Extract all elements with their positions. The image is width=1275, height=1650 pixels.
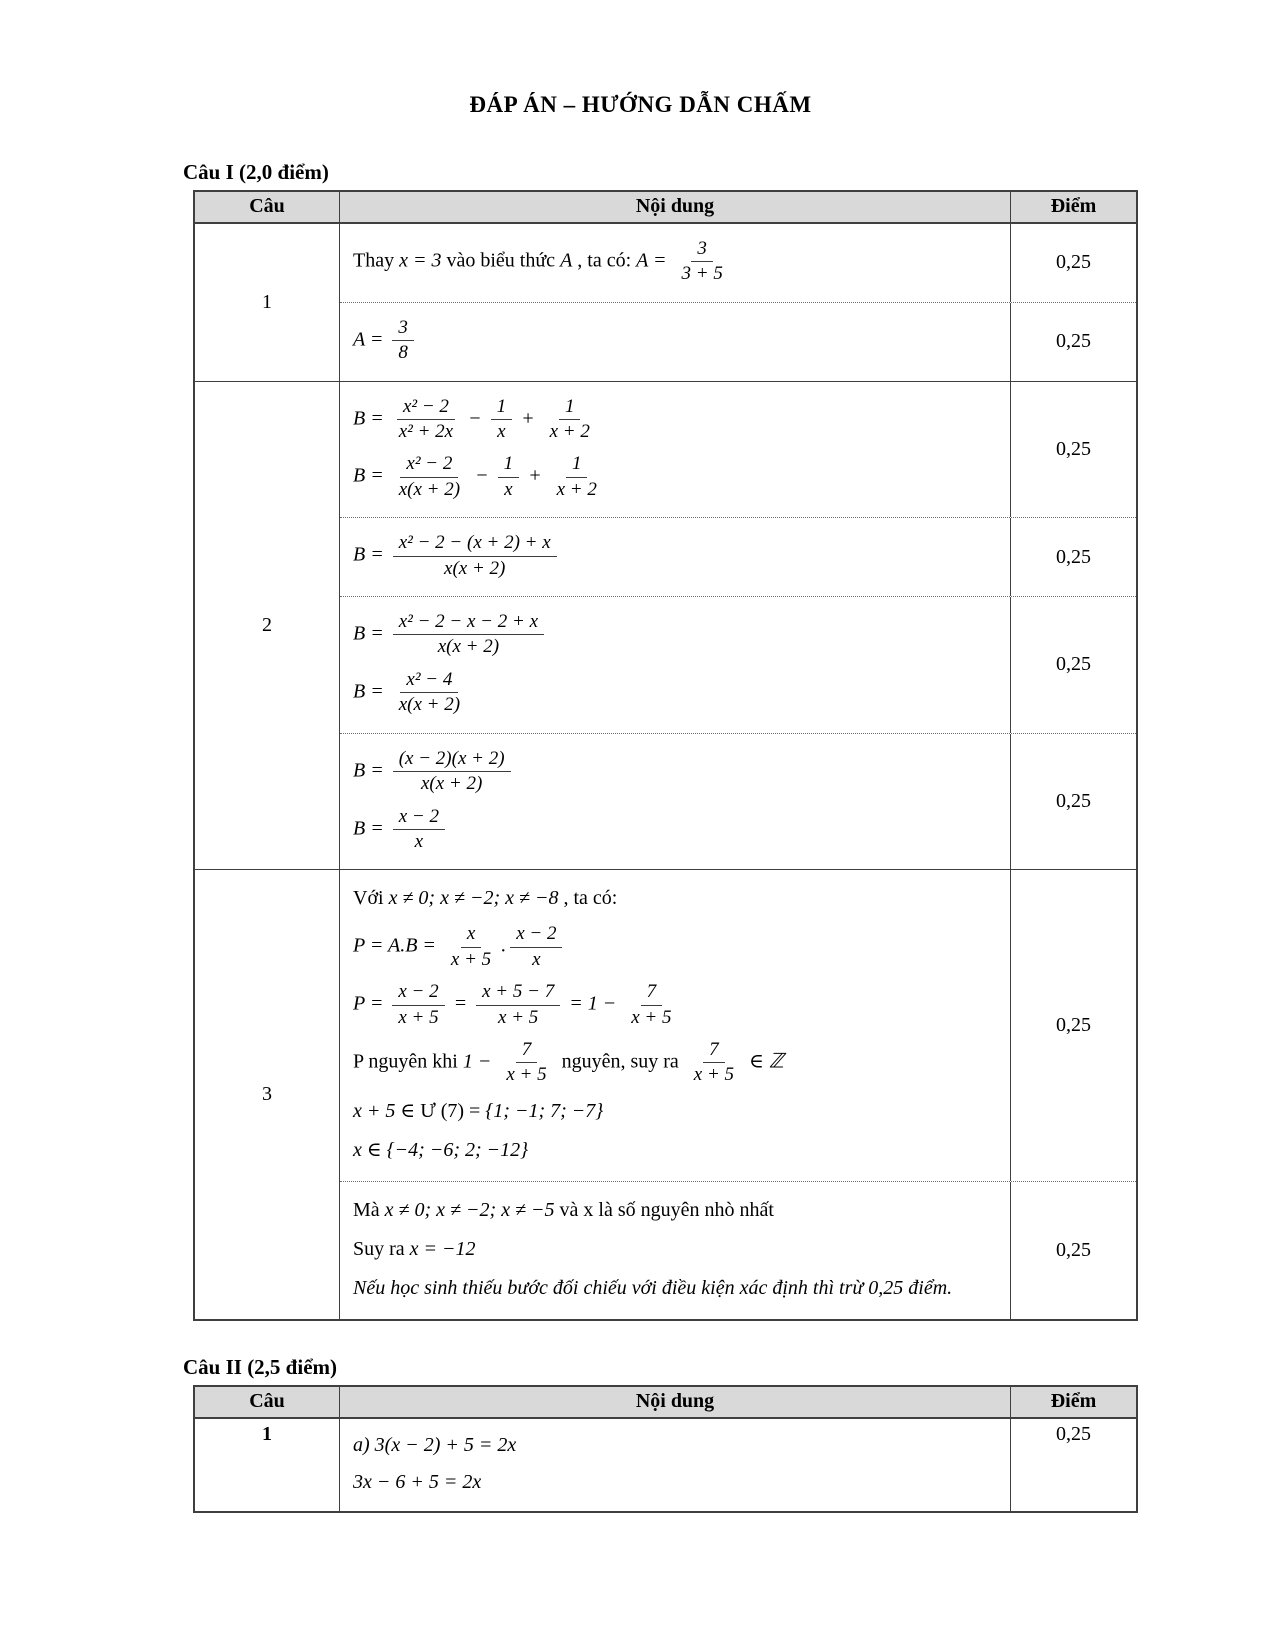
fraction	[500, 1039, 552, 1087]
section-cau-1	[183, 160, 1138, 1321]
fraction	[393, 453, 466, 501]
fraction	[445, 923, 497, 971]
content-line	[353, 1468, 1000, 1497]
score-cell: 0,25	[1010, 1182, 1136, 1319]
content-line	[353, 396, 1000, 444]
math-text: =	[448, 992, 473, 1015]
content-line	[353, 923, 1000, 971]
header-cau: Câu	[195, 192, 340, 222]
note-text: Nếu học sinh thiếu bước đối chiếu với điều kiện xác định thì trừ 0,25 điểm.	[353, 1276, 953, 1299]
fraction-denominator: x(x + 2)	[420, 773, 483, 795]
fraction-numerator: 7	[703, 1039, 725, 1063]
math-text: x ≠ 0; x ≠ −2; x ≠ −8	[388, 887, 559, 910]
score-cell: 0,25	[1010, 1419, 1136, 1511]
fraction-numerator: 1	[498, 453, 520, 477]
content-line	[353, 1136, 1000, 1165]
fraction	[491, 396, 513, 444]
answer-step-row	[340, 733, 1136, 870]
plain-text: Suy ra	[353, 1237, 410, 1260]
table-header-row	[195, 192, 1136, 224]
content-line	[353, 748, 1000, 796]
fraction	[393, 806, 445, 854]
subrows-container	[340, 382, 1136, 870]
math-text: .	[501, 934, 507, 957]
math-text: B =	[353, 543, 389, 566]
fraction	[392, 317, 414, 365]
step-content-cell	[340, 1419, 1010, 1511]
plain-text: Thay	[353, 249, 400, 272]
fraction-denominator: x + 5	[631, 1006, 672, 1028]
fraction-denominator: x	[497, 421, 506, 443]
step-content-cell	[340, 382, 1010, 518]
plain-text: và x là số nguyên nhò nhất	[554, 1198, 774, 1221]
fraction	[498, 453, 520, 501]
plain-text: Với	[353, 887, 389, 910]
table-row	[195, 869, 1136, 1318]
fraction-denominator: 8	[398, 342, 408, 364]
math-text: A	[560, 249, 573, 272]
fraction	[393, 669, 466, 717]
math-text: ∈ ℤ	[744, 1050, 784, 1073]
step-content-cell	[340, 224, 1010, 302]
fraction-numerator: x − 2	[393, 806, 445, 830]
answer-step-row	[340, 382, 1136, 518]
score-cell: 0,25	[1010, 224, 1136, 302]
plain-text: vào biểu thức	[441, 249, 561, 272]
plain-text: P nguyên khi	[353, 1050, 463, 1073]
page-title: ĐÁP ÁN – HƯỚNG DẪN CHẤM	[469, 92, 812, 117]
fraction-denominator: x + 5	[398, 1006, 439, 1028]
step-content-cell	[340, 518, 1010, 596]
content-line	[353, 238, 1000, 286]
content-line	[353, 317, 1000, 365]
score-cell: 0,25	[1010, 518, 1136, 596]
subrows-container	[340, 224, 1136, 381]
fraction	[393, 396, 459, 444]
content-line	[353, 1039, 1000, 1087]
section-cau-2	[183, 1355, 1138, 1513]
math-text: x + 5 ∈	[353, 1099, 421, 1122]
content-line	[353, 669, 1000, 717]
math-text: = 1 −	[564, 992, 622, 1015]
answer-step-row	[340, 596, 1136, 733]
question-number: 3	[195, 870, 340, 1318]
fraction-numerator: x² − 2	[400, 453, 458, 477]
math-text: +	[516, 407, 540, 430]
fraction-denominator: x	[414, 830, 424, 852]
math-text: 1 −	[462, 1050, 497, 1073]
table-header-row	[195, 1387, 1136, 1419]
math-text: −	[470, 464, 494, 487]
table-row	[195, 1419, 1136, 1511]
table-row	[195, 381, 1136, 870]
fraction-numerator: 1	[559, 396, 581, 420]
plain-text: nguyên, suy ra	[556, 1050, 684, 1073]
content-line	[353, 806, 1000, 854]
fraction-denominator: x + 2	[549, 421, 590, 443]
fraction	[544, 396, 596, 444]
fraction-denominator: x + 5	[506, 1064, 547, 1086]
fraction-numerator: 3	[691, 238, 713, 262]
fraction-denominator: x(x + 2)	[437, 636, 500, 658]
answer-table-1	[193, 190, 1138, 1321]
fraction-numerator: x² − 2 − (x + 2) + x	[393, 532, 557, 556]
math-text: +	[523, 464, 547, 487]
fraction-denominator: x + 5	[450, 948, 492, 970]
math-text: 3x − 6 + 5 = 2x	[353, 1470, 482, 1493]
fraction-denominator: x(x + 2)	[398, 694, 461, 716]
content-line	[353, 1235, 1000, 1264]
score-cell: 0,25	[1010, 597, 1136, 733]
header-noidung: Nội dung	[635, 1389, 715, 1412]
fraction	[676, 238, 729, 286]
plain-text: Ư (7) =	[420, 1099, 486, 1122]
fraction-numerator: x² − 4	[400, 669, 458, 693]
fraction	[393, 611, 544, 659]
fraction-denominator: 3 + 5	[681, 263, 723, 285]
fraction-numerator: x² − 2	[397, 396, 455, 420]
content-line	[353, 1431, 1000, 1460]
step-content-cell	[340, 1182, 1010, 1319]
score-cell: 0,25	[1010, 382, 1136, 518]
fraction-denominator: x	[504, 478, 513, 500]
content-line	[353, 611, 1000, 659]
score-cell: 0,25	[1010, 870, 1136, 1180]
math-text: A =	[636, 249, 672, 272]
fraction-numerator: 1	[566, 453, 588, 477]
fraction	[510, 923, 562, 971]
content-line	[353, 1196, 1000, 1225]
step-content-cell	[340, 870, 1010, 1180]
fraction-numerator: 7	[641, 981, 663, 1005]
fraction-numerator: 3	[392, 317, 414, 341]
fraction-numerator: x − 2	[510, 923, 562, 947]
content-line	[353, 1274, 1000, 1303]
step-content-cell	[340, 734, 1010, 870]
answer-step-row	[340, 224, 1136, 302]
math-text: {1; −1; 7; −7}	[485, 1099, 604, 1122]
fraction	[551, 453, 603, 501]
fraction-denominator: x² + 2x	[398, 421, 454, 443]
table-row	[195, 224, 1136, 381]
answer-step-row	[340, 1181, 1136, 1319]
fraction-numerator: x + 5 − 7	[476, 981, 560, 1005]
math-text: B =	[353, 680, 389, 703]
answer-step-row	[340, 1419, 1136, 1511]
fraction-numerator: x − 2	[392, 981, 444, 1005]
math-text: B =	[353, 407, 389, 430]
math-text: A =	[353, 328, 389, 351]
fraction-numerator: 1	[491, 396, 513, 420]
math-text: P = A.B =	[353, 934, 441, 957]
fraction-denominator: x + 5	[693, 1064, 735, 1086]
section-heading-cau-1: Câu I (2,0 điểm)	[183, 160, 329, 184]
math-text: a) 3(x − 2) + 5 = 2x	[353, 1433, 517, 1456]
fraction-denominator: x + 2	[556, 478, 597, 500]
header-cau: Câu	[195, 1387, 340, 1417]
math-text: B =	[353, 759, 389, 782]
math-text: B =	[353, 817, 389, 839]
answer-table-2	[193, 1385, 1138, 1513]
header-diem: Điểm	[1010, 1387, 1136, 1417]
step-content-cell	[340, 303, 1010, 381]
math-text: B =	[353, 622, 389, 645]
fraction	[393, 748, 511, 796]
math-text: x = −12	[409, 1237, 476, 1260]
score-cell: 0,25	[1010, 734, 1136, 870]
plain-text: Mà	[353, 1198, 385, 1221]
math-text: B =	[353, 464, 389, 487]
fraction	[392, 981, 444, 1029]
content-line	[353, 981, 1000, 1029]
answer-step-row	[340, 870, 1136, 1180]
content-line	[353, 453, 1000, 501]
question-number: 1	[195, 224, 340, 381]
section-heading-cau-2: Câu II (2,5 điểm)	[183, 1354, 338, 1379]
question-number: 2	[195, 382, 340, 870]
answer-step-row	[340, 517, 1136, 596]
fraction-numerator: x	[461, 923, 481, 947]
math-text: x ≠ 0; x ≠ −2; x ≠ −5	[384, 1198, 555, 1221]
content-line	[353, 1097, 1000, 1126]
fraction-numerator: 7	[516, 1039, 538, 1063]
fraction	[393, 532, 557, 580]
header-noidung: Nội dung	[635, 195, 715, 217]
fraction	[625, 981, 677, 1029]
answer-step-row	[340, 302, 1136, 381]
plain-text: , ta có:	[572, 249, 637, 272]
content-line	[353, 884, 1000, 913]
fraction-numerator: x² − 2 − x − 2 + x	[393, 611, 544, 635]
subrows-container	[340, 1419, 1136, 1511]
math-text: x ∈ {−4; −6; 2; −12}	[353, 1138, 529, 1161]
fraction-denominator: x + 5	[498, 1006, 539, 1028]
header-diem: Điểm	[1010, 192, 1136, 222]
math-text: −	[463, 407, 487, 430]
fraction-numerator: (x − 2)(x + 2)	[393, 748, 511, 772]
fraction-denominator: x(x + 2)	[398, 478, 461, 500]
fraction-denominator: x(x + 2)	[444, 557, 506, 579]
score-cell: 0,25	[1010, 303, 1136, 381]
fraction	[476, 981, 560, 1029]
fraction-denominator: x	[532, 948, 541, 970]
math-text: x = 3	[399, 249, 442, 272]
question-number: 1	[195, 1419, 340, 1511]
content-line	[353, 532, 1000, 580]
subrows-container	[340, 870, 1136, 1318]
step-content-cell	[340, 597, 1010, 733]
fraction	[688, 1039, 740, 1087]
math-text: P =	[353, 992, 389, 1015]
plain-text: , ta có:	[558, 887, 618, 910]
